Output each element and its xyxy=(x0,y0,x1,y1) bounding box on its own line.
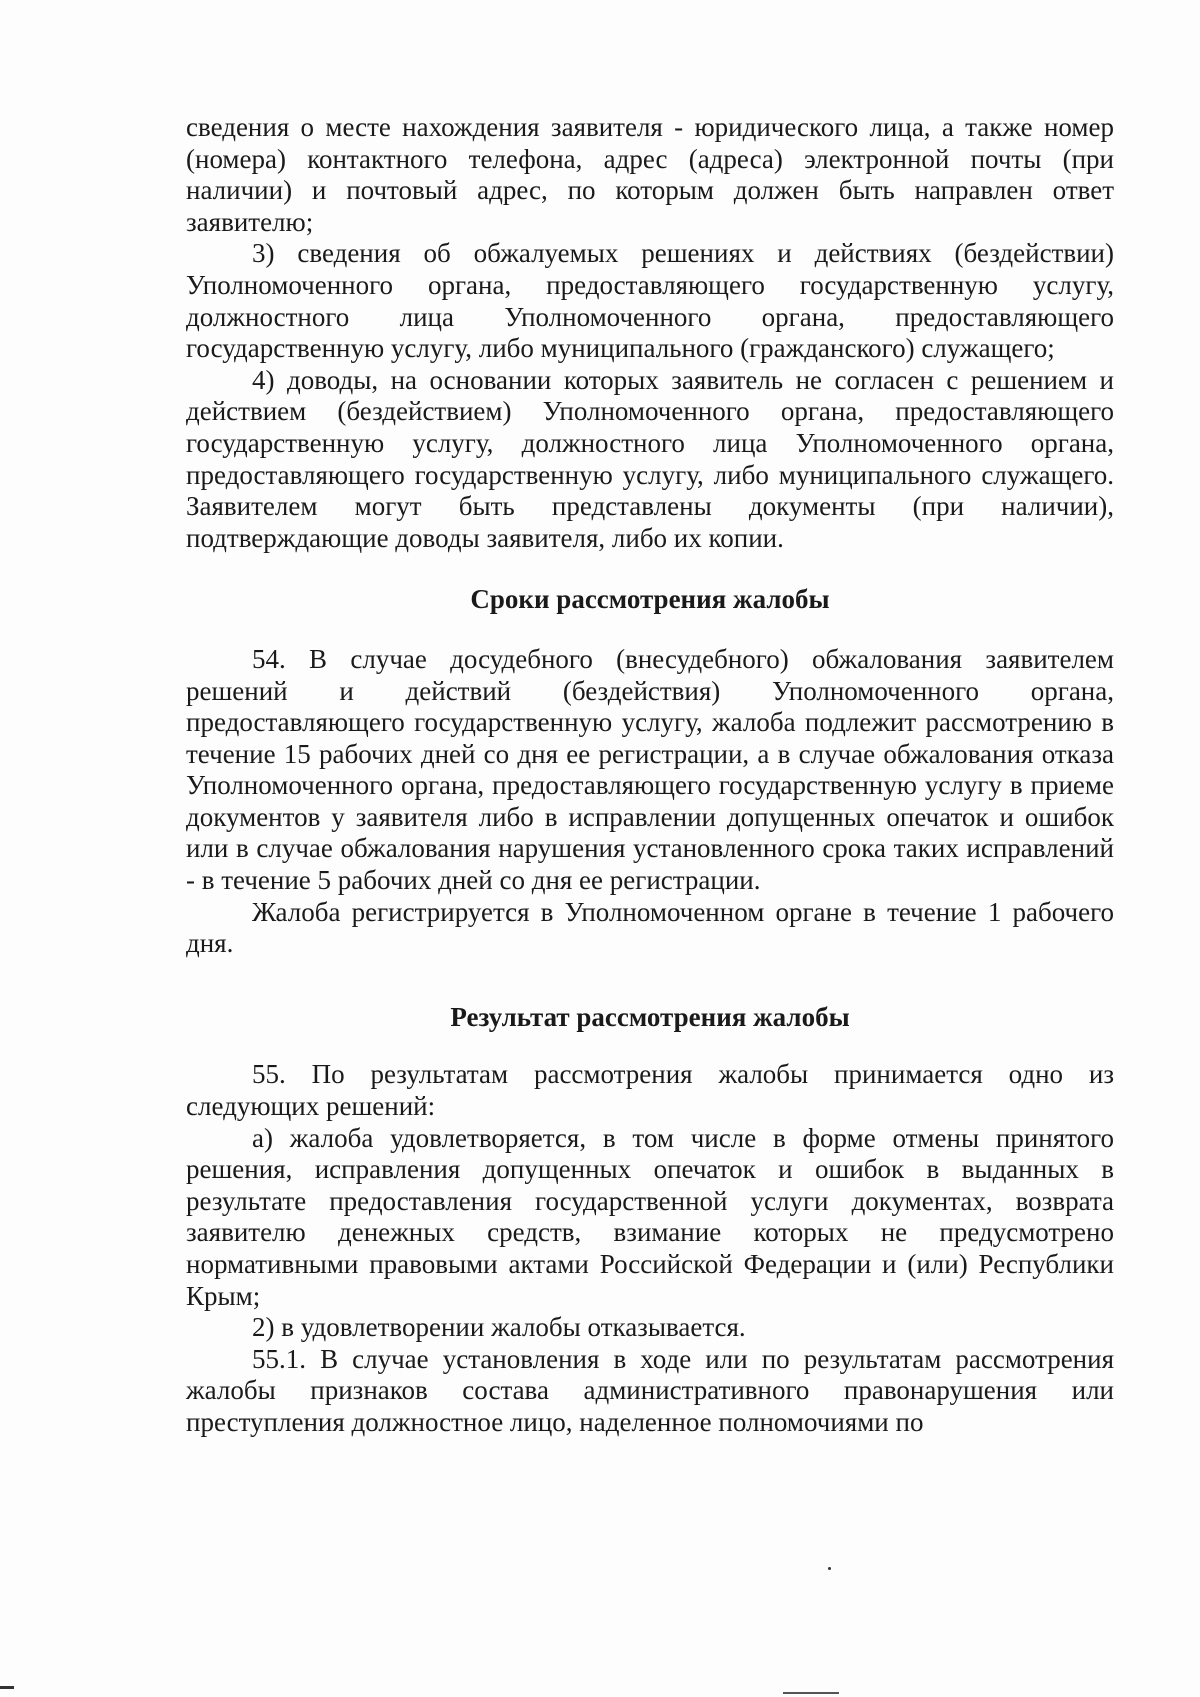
paragraph-55-1: 55.1. В случае установления в ходе или по результатам рассмотрения жалобы признаков состава административного правонарушения или преступления должностное лицо, наделенное полномочиями по xyxy=(186,1343,1114,1437)
section-heading-review-terms: Сроки рассмотрения жалобы xyxy=(470,584,830,615)
scan-mark-bottom xyxy=(783,1692,839,1694)
paragraph-54: 54. В случае досудебного (внесудебного) обжалования заявителем решений и действий (бездействия) Уполномоченного органа, предоставляющего государственную услугу, жалоба подлежит рассмотрению в течение 15 рабочих дней со дня ее регистрации, а в случае обжалования отказа Уполномоченного органа, предоставляющего государственную услугу в приеме документов у заявителя либо в исправлении допущенных опечаток и ошибок или в случае обжалования нарушения установленного срока таких исправлений - в течение 5 рабочих дней со дня ее регистрации. xyxy=(186,643,1114,896)
paragraph-item-3: 3) сведения об обжалуемых решениях и действиях (бездействии) Уполномоченного органа, предоставляющего государственную услугу, должностного лица Уполномоченного органа, предоставляющего государственную услугу, либо муниципального (гражданского) служащего; xyxy=(186,238,1114,364)
paragraph-item-2: 2) в удовлетворении жалобы отказывается. xyxy=(252,1312,746,1343)
section-heading-review-result: Результат рассмотрения жалобы xyxy=(450,1001,850,1032)
paragraph-55: 55. По результатам рассмотрения жалобы принимается одно из следующих решений: xyxy=(186,1059,1114,1122)
paragraph-item-4: 4) доводы, на основании которых заявитель не согласен с решением и действием (бездействием) Уполномоченного органа, предоставляющего государственную услугу, должностного лица Уполномоченного органа, предоставляющего государственную услугу, либо муниципального служащего. Заявителем могут быть представлены документы (при наличии), подтверждающие доводы заявителя, либо их копии. xyxy=(186,364,1114,553)
paragraph-applicant-details: сведения о месте нахождения заявителя - юридического лица, а также номер (номера) контактного телефона, адрес (адреса) электронной почты (при наличии) и почтовый адрес, по которым должен быть направлен ответ заявителю; xyxy=(186,112,1114,237)
paragraph-item-a: а) жалоба удовлетворяется, в том числе в форме отмены принятого решения, исправления допущенных опечаток и ошибок в выданных в результате предоставления государственной услуги документах, возврата заявителю денежных средств, взимание которых не предусмотрено нормативными правовыми актами Российской Федерации и (или) Республики Крым; xyxy=(186,1122,1114,1311)
scan-dot xyxy=(828,1567,831,1570)
paragraph-registration: Жалоба регистрируется в Уполномоченном органе в течение 1 рабочего дня. xyxy=(186,896,1114,959)
document-body xyxy=(186,112,1114,1439)
scan-mark-left xyxy=(0,1686,14,1689)
